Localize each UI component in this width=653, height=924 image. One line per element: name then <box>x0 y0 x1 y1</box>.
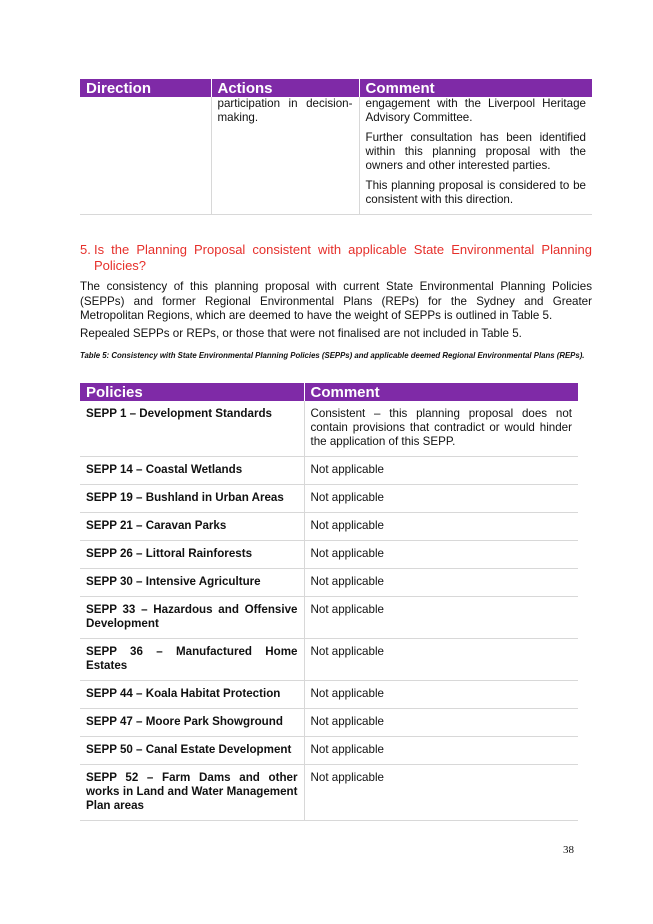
policy-name: SEPP 33 – Hazardous and Offensive Development <box>80 597 304 639</box>
policy-name: SEPP 36 – Manufactured Home Estates <box>80 639 304 681</box>
table-row <box>80 457 578 485</box>
section-number: 5. <box>80 242 91 257</box>
table-row <box>80 569 578 597</box>
comment-cell <box>359 97 592 215</box>
section-heading <box>80 242 592 274</box>
comment-paragraph: engagement with the Liverpool Heritage Advisory Committee. <box>365 97 586 124</box>
policies-header-row <box>80 383 578 401</box>
policy-name: SEPP 47 – Moore Park Showground <box>80 709 304 737</box>
direction-cell <box>80 97 211 215</box>
directions-header-row <box>80 79 592 97</box>
header-policies: Policies <box>80 383 304 401</box>
table-row <box>80 597 578 639</box>
policy-name: SEPP 30 – Intensive Agriculture <box>80 569 304 597</box>
policy-name: SEPP 50 – Canal Estate Development <box>80 737 304 765</box>
policy-comment: Not applicable <box>304 569 578 597</box>
comment-paragraph: Further consultation has been identified within this planning proposal with the owners and other interested parties. <box>365 131 586 172</box>
policy-comment: Not applicable <box>304 513 578 541</box>
policy-comment: Not applicable <box>304 765 578 821</box>
policy-name: SEPP 19 – Bushland in Urban Areas <box>80 485 304 513</box>
policy-comment: Not applicable <box>304 541 578 569</box>
table-caption: Table 5: Consistency with State Environmental Planning Policies (SEPPs) and applicable deemed Regional Environmental Plans (REPs). <box>80 351 585 360</box>
policy-name: SEPP 14 – Coastal Wetlands <box>80 457 304 485</box>
actions-cell: participation in decision-making. <box>211 97 359 215</box>
policy-comment: Not applicable <box>304 681 578 709</box>
header-actions: Actions <box>211 79 359 97</box>
table-row <box>80 737 578 765</box>
directions-table <box>80 79 593 215</box>
policy-comment: Consistent – this planning proposal does not contain provisions that contradict or would hinder the application of this SEPP. <box>304 401 578 457</box>
table-row <box>80 639 578 681</box>
policy-comment: Not applicable <box>304 485 578 513</box>
policy-comment: Not applicable <box>304 457 578 485</box>
header-comment: Comment <box>304 383 578 401</box>
body-paragraph: The consistency of this planning proposal with current State Environmental Planning Policies (SEPPs) and former Regional Environmental Plans (REPs) for the Sydney and Greater Metropolitan Regions, which are deemed to have the weight of SEPPs is outlined in Table 5. <box>80 280 592 322</box>
table-row <box>80 541 578 569</box>
header-direction: Direction <box>80 79 211 97</box>
table-row <box>80 401 578 457</box>
policy-comment: Not applicable <box>304 639 578 681</box>
policy-comment: Not applicable <box>304 737 578 765</box>
table-row <box>80 485 578 513</box>
section-title: Is the Planning Proposal consistent with applicable State Environmental Planning Policies? <box>94 242 592 273</box>
table-row <box>80 709 578 737</box>
body-paragraph: Repealed SEPPs or REPs, or those that were not finalised are not included in Table 5. <box>80 327 522 340</box>
policy-name: SEPP 44 – Koala Habitat Protection <box>80 681 304 709</box>
table-row <box>80 765 578 821</box>
policy-comment: Not applicable <box>304 709 578 737</box>
policies-table <box>80 383 579 821</box>
table-row <box>80 681 578 709</box>
page-number: 38 <box>563 844 574 856</box>
table-row <box>80 97 592 215</box>
policy-name: SEPP 52 – Farm Dams and other works in Land and Water Management Plan areas <box>80 765 304 821</box>
policy-name: SEPP 26 – Littoral Rainforests <box>80 541 304 569</box>
comment-paragraph: This planning proposal is considered to be consistent with this direction. <box>365 179 586 206</box>
policy-name: SEPP 21 – Caravan Parks <box>80 513 304 541</box>
header-comment: Comment <box>359 79 592 97</box>
policy-name: SEPP 1 – Development Standards <box>80 401 304 457</box>
policy-comment: Not applicable <box>304 597 578 639</box>
table-row <box>80 513 578 541</box>
